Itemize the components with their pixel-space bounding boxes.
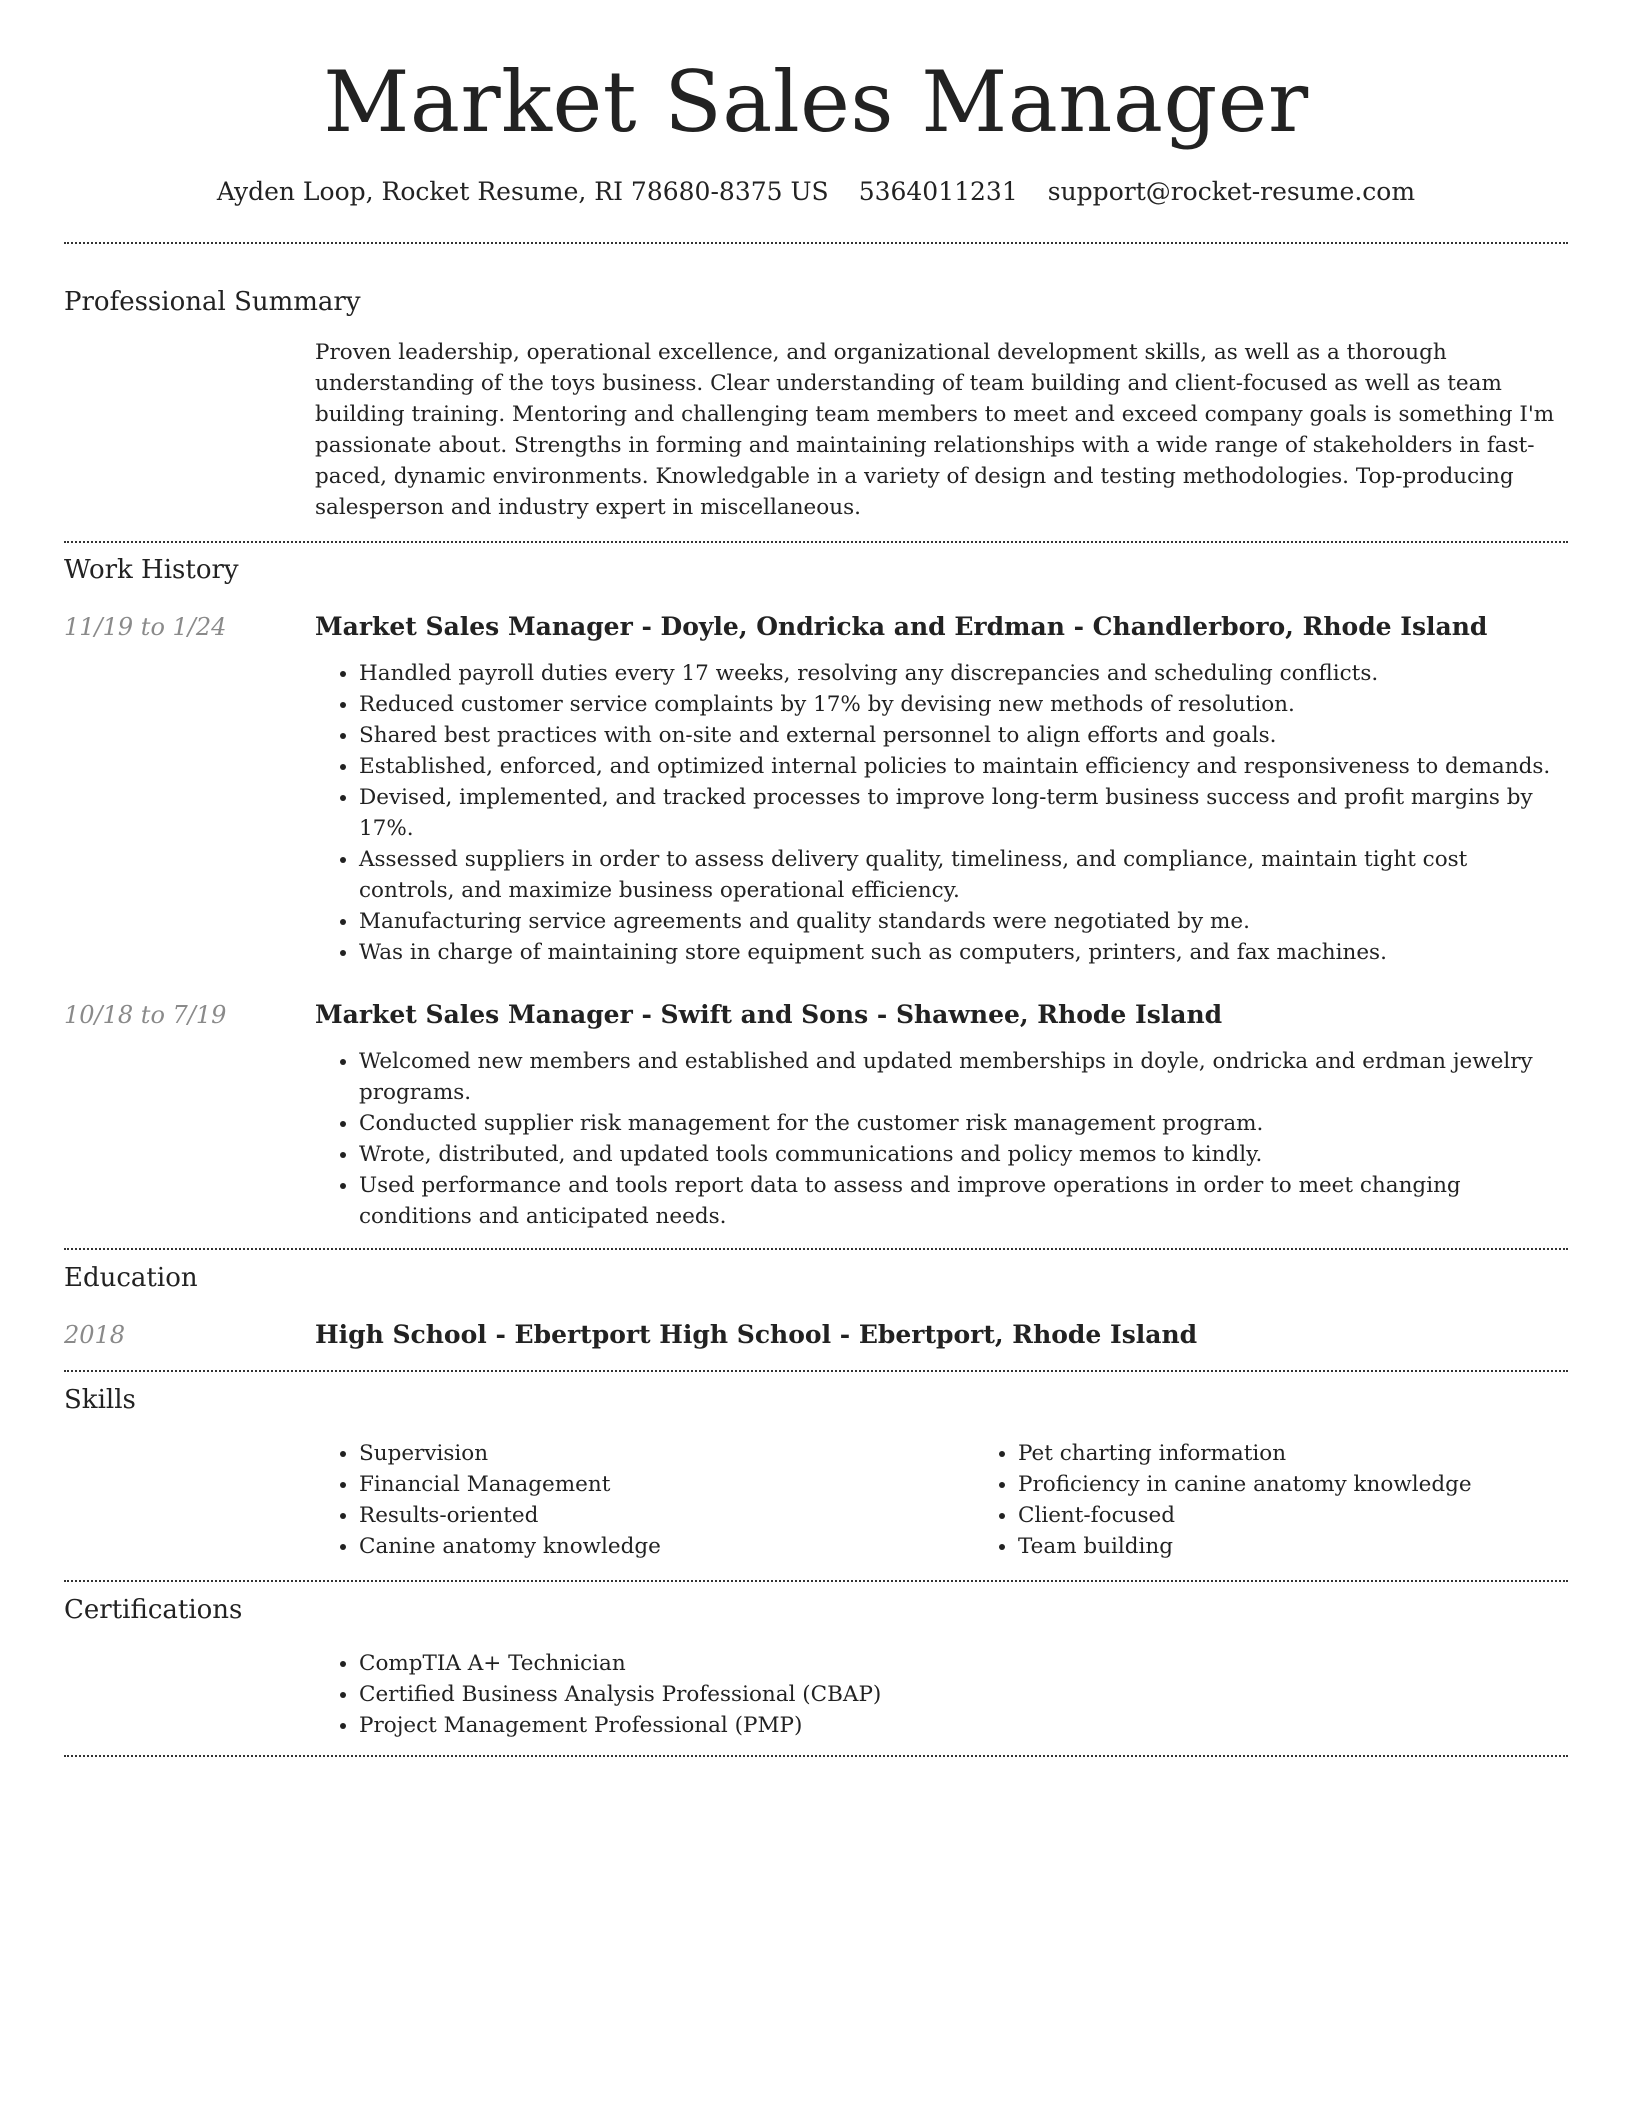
- skills-row: [64, 1438, 1568, 1562]
- job-details: [315, 610, 1568, 968]
- resume-name: Market Sales Manager: [323, 53, 1309, 151]
- education-title: Education: [64, 1263, 198, 1293]
- job-bullets: [315, 658, 1568, 968]
- skills-section: [64, 1382, 1568, 1562]
- certifications-section: [64, 1592, 1568, 1741]
- skills-title: Skills: [64, 1385, 136, 1415]
- divider: [64, 1755, 1568, 1757]
- education-year: 2018: [64, 1321, 126, 1349]
- list-item: • Canine anatomy knowledge: [359, 1531, 974, 1562]
- list-item: • Proficiency in canine anatomy knowledge: [1018, 1469, 1632, 1500]
- education-heading: High School - Ebertport High School - Ebertport, Rhode Island: [315, 1320, 1198, 1349]
- divider: [64, 541, 1568, 543]
- summary-title: Professional Summary: [64, 287, 361, 317]
- list-item: • Manufacturing service agreements and quality standards were negotiated by me.: [359, 906, 1568, 937]
- education-entry: [64, 1318, 1568, 1352]
- contact-line: [64, 174, 1568, 210]
- education-details: [315, 1318, 1568, 1352]
- list-item: • Established, enforced, and optimized internal policies to maintain efficiency and responsiveness to demands.: [359, 751, 1568, 782]
- skills-grid: [315, 1438, 1632, 1562]
- list-item: • CompTIA A+ Technician: [359, 1648, 1568, 1679]
- job-dates: 10/18 to 7/19: [64, 1001, 227, 1029]
- skills-list-left: [315, 1438, 974, 1562]
- divider: [64, 1248, 1568, 1250]
- summary-body: [315, 337, 1568, 523]
- list-item: • Assessed suppliers in order to assess delivery quality, timeliness, and compliance, maintain tight cost controls, and maximize business operational efficiency.: [359, 844, 1568, 906]
- contact-email: support@rocket-resume.com: [1047, 177, 1416, 206]
- list-item: • Handled payroll duties every 17 weeks, resolving any discrepancies and scheduling conflicts.: [359, 658, 1568, 689]
- list-item: • Shared best practices with on-site and external personnel to align efforts and goals.: [359, 720, 1568, 751]
- education-section: [64, 1260, 1568, 1352]
- skills-list-right: [974, 1438, 1632, 1562]
- list-item: • Financial Management: [359, 1469, 974, 1500]
- list-item: • Conducted supplier risk management for the customer risk management program.: [359, 1108, 1568, 1139]
- divider: [64, 1580, 1568, 1582]
- job-entry: [64, 610, 1568, 968]
- certifications-row: [64, 1648, 1568, 1741]
- summary-section: [64, 284, 1568, 523]
- list-item: • Welcomed new members and established and updated memberships in doyle, ondricka and erdman jewelry programs.: [359, 1046, 1568, 1108]
- divider: [64, 242, 1568, 244]
- list-item: • Wrote, distributed, and updated tools communications and policy memos to kindly.: [359, 1139, 1568, 1170]
- list-item: • Supervision: [359, 1438, 974, 1469]
- contact-phone: 5364011231: [858, 177, 1018, 206]
- divider: [64, 1370, 1568, 1372]
- certifications-body: [315, 1648, 1568, 1741]
- job-bullets: [315, 1046, 1568, 1232]
- job-details: [315, 998, 1568, 1232]
- list-item: • Certified Business Analysis Professional (CBAP): [359, 1679, 1568, 1710]
- job-heading: Market Sales Manager - Doyle, Ondricka and Erdman - Chandlerboro, Rhode Island: [315, 612, 1488, 641]
- list-item: • Used performance and tools report data to assess and improve operations in order to meet changing conditions and anticipated needs.: [359, 1170, 1568, 1232]
- work-history-title: Work History: [64, 555, 239, 585]
- job-entry: [64, 998, 1568, 1232]
- work-history-section: [64, 552, 1568, 1232]
- job-dates: 11/19 to 1/24: [64, 613, 227, 641]
- list-item: • Devised, implemented, and tracked processes to improve long-term business success and profit margins by 17%.: [359, 782, 1568, 844]
- list-item: • Client-focused: [1018, 1500, 1632, 1531]
- summary-row: [64, 337, 1568, 523]
- list-item: • Was in charge of maintaining store equipment such as computers, printers, and fax machines.: [359, 937, 1568, 968]
- list-item: • Project Management Professional (PMP): [359, 1710, 1568, 1741]
- contact-address: Ayden Loop, Rocket Resume, RI 78680-8375 US: [216, 177, 829, 206]
- list-item: • Pet charting information: [1018, 1438, 1632, 1469]
- list-item: • Reduced customer service complaints by 17% by devising new methods of resolution.: [359, 689, 1568, 720]
- list-item: • Team building: [1018, 1531, 1632, 1562]
- certifications-title: Certifications: [64, 1595, 243, 1625]
- list-item: • Results-oriented: [359, 1500, 974, 1531]
- summary-text: Proven leadership, operational excellence, and organizational development skills, as well as a thorough understanding of the toys business. Clear understanding of team building and client-focused as well as team building training. Mentoring and challenging team members to meet and exceed company goals is something I'm passionate about. Strengths in forming and maintaining relationships with a wide range of stakeholders in fast-paced, dynamic environments. Knowledgable in a variety of design and testing methodologies. Top-producing salesperson and industry expert in miscellaneous.: [315, 340, 1555, 520]
- job-heading: Market Sales Manager - Swift and Sons - Shawnee, Rhode Island: [315, 1000, 1223, 1029]
- certifications-list: [315, 1648, 1568, 1741]
